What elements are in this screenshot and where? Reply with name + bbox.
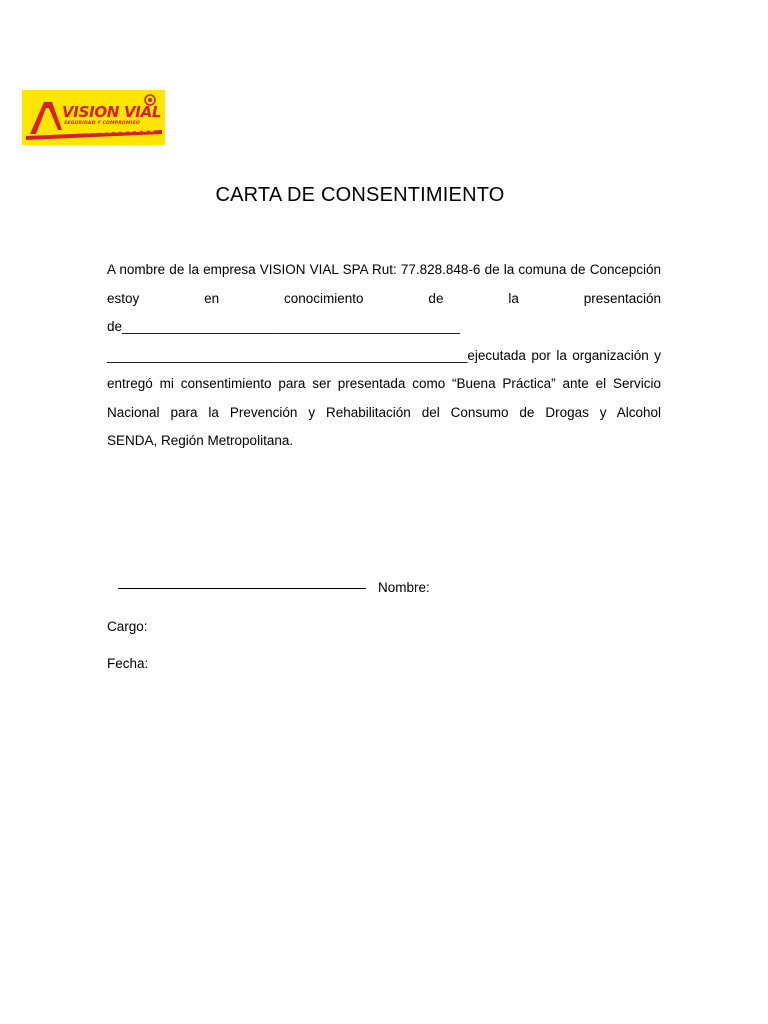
company-logo [22,90,165,145]
name-label: Nombre: [378,580,430,595]
logo-brand-text: VISION VIAL [62,103,162,121]
cargo-label: Cargo: [107,619,148,634]
fecha-label: Fecha: [107,656,149,671]
paragraph-line: SENDA, Región Metropolitana. [107,433,294,448]
signature-line [118,588,366,589]
document-title: CARTA DE CONSENTIMIENTO [215,184,505,206]
paragraph-line: ________________________________________________ejecutada por la organización y [107,347,661,363]
paragraph-line: A nombre de la empresa VISION VIAL SPA Rut: 77.828.848-6 de la comuna de Concepción [107,262,661,277]
consent-paragraph [107,256,661,456]
paragraph-line: de_____________________________________________ [107,319,460,334]
paragraph-line: Nacional para la Prevención y Rehabilitación del Consumo de Drogas y Alcohol [107,404,661,420]
paragraph-line: entregó mi consentimiento para ser presentada como “Buena Práctica” ante el Servicio [107,376,661,391]
logo-tagline: SEGURIDAD Y COMPROMISO [64,121,140,126]
paragraph-line: estoy en conocimiento de la presentación [107,290,661,306]
